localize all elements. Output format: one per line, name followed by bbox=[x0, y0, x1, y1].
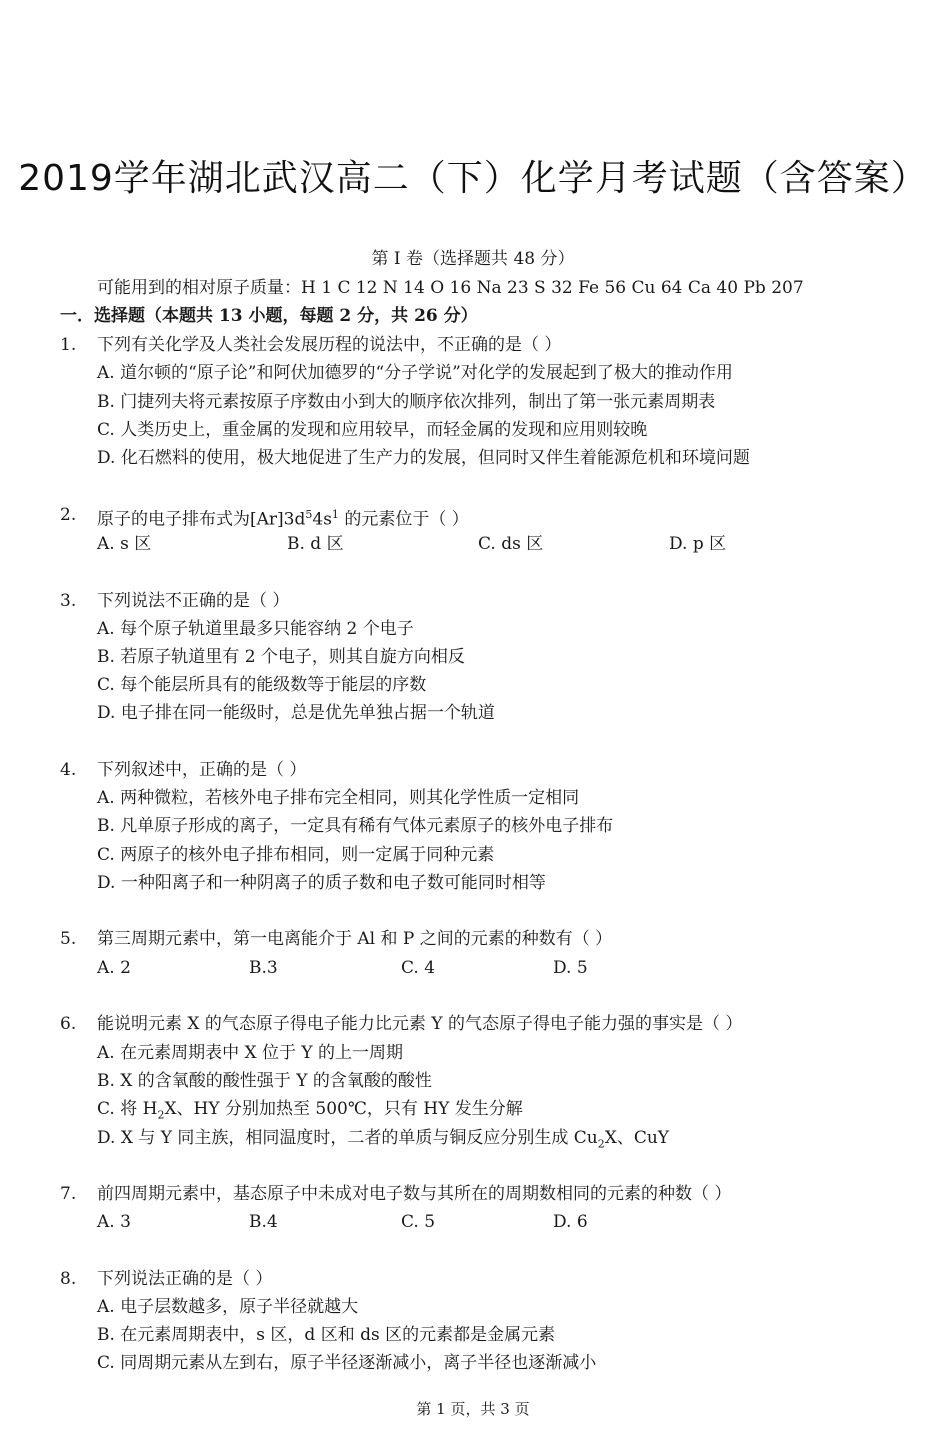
question-3-stem: 下列说法不正确的是（ ） bbox=[97, 591, 290, 611]
atomic-masses: 可能用到的相对原子质量：H 1 C 12 N 14 O 16 Na 23 S 32 Fe 56 Cu 64 Ca 40 Pb 207 bbox=[97, 278, 804, 298]
question-6-option-c bbox=[97, 1098, 523, 1126]
question-2-sup-2: 1 bbox=[331, 508, 339, 521]
question-2-option-d: D. p 区 bbox=[669, 534, 727, 554]
question-6-number: 6. bbox=[60, 1014, 77, 1034]
question-5-option-c: C. 4 bbox=[401, 958, 436, 978]
question-6-option-c-post: X、HY 分别加热至 500℃，只有 HY 发生分解 bbox=[164, 1099, 523, 1119]
question-1-option-c: C. 人类历史上，重金属的发现和应用较早，而轻金属的发现和应用则较晚 bbox=[97, 420, 648, 440]
question-4-option-c: C. 两原子的核外电子排布相同，则一定属于同种元素 bbox=[97, 845, 495, 865]
part-one-heading: 一．选择题（本题共 13 小题，每题 2 分，共 26 分） bbox=[60, 306, 478, 326]
question-3-option-d: D. 电子排在同一能级时，总是优先单独占据一个轨道 bbox=[97, 703, 495, 723]
question-4-stem: 下列叙述中，正确的是（ ） bbox=[97, 760, 307, 780]
question-7-stem: 前四周期元素中，基态原子中未成对电子数与其所在的周期数相同的元素的种数（ ） bbox=[97, 1184, 732, 1204]
question-5-option-b: B.3 bbox=[249, 958, 278, 978]
question-6-option-a: A. 在元素周期表中 X 位于 Y 的上一周期 bbox=[97, 1043, 404, 1063]
question-7-option-a: A. 3 bbox=[97, 1212, 131, 1232]
question-1-option-a: A. 道尔顿的“原子论”和阿伏加德罗的“分子学说”对化学的发展起到了极大的推动作用 bbox=[97, 363, 733, 383]
question-1-option-d: D. 化石燃料的使用，极大地促进了生产力的发展，但同时又伴生着能源危机和环境问题 bbox=[97, 448, 750, 468]
question-2-option-c: C. ds 区 bbox=[478, 534, 544, 554]
question-8-number: 8. bbox=[60, 1269, 77, 1289]
question-1-stem: 下列有关化学及人类社会发展历程的说法中，不正确的是（ ） bbox=[97, 335, 562, 355]
question-2-number: 2. bbox=[60, 505, 77, 525]
question-6-option-d-pre: D. X 与 Y 同主族，相同温度时，二者的单质与铜反应分别生成 Cu bbox=[97, 1128, 598, 1148]
question-3-number: 3. bbox=[60, 591, 77, 611]
question-5-number: 5. bbox=[60, 929, 77, 949]
question-6-option-c-pre: C. 将 H bbox=[97, 1099, 158, 1119]
question-3-option-c: C. 每个能层所具有的能级数等于能层的序数 bbox=[97, 675, 427, 695]
question-4-option-a: A. 两种微粒，若核外电子排布完全相同，则其化学性质一定相同 bbox=[97, 788, 580, 808]
question-4-option-d: D. 一种阳离子和一种阴离子的质子数和电子数可能同时相等 bbox=[97, 873, 546, 893]
question-6-option-d bbox=[97, 1127, 669, 1155]
question-7-option-b: B.4 bbox=[249, 1212, 278, 1232]
question-3-option-a: A. 每个原子轨道里最多只能容纳 2 个电子 bbox=[97, 619, 414, 639]
question-6-option-d-post: X、CuY bbox=[604, 1128, 670, 1148]
question-6-stem: 能说明元素 X 的气态原子得电子能力比元素 Y 的气态原子得电子能力强的事实是（ ） bbox=[97, 1014, 743, 1034]
question-8-option-a: A. 电子层数越多，原子半径就越大 bbox=[97, 1297, 359, 1317]
document-title: 2019学年湖北武汉高二（下）化学月考试题（含答案） bbox=[18, 158, 928, 199]
question-7-number: 7. bbox=[60, 1184, 77, 1204]
question-2-sup-1: 5 bbox=[305, 508, 313, 521]
question-7-option-c: C. 5 bbox=[401, 1212, 436, 1232]
question-5-option-a: A. 2 bbox=[97, 958, 131, 978]
question-2-option-a: A. s 区 bbox=[97, 534, 152, 554]
question-1-number: 1. bbox=[60, 335, 77, 355]
question-5-option-d: D. 5 bbox=[553, 958, 588, 978]
question-8-option-c: C. 同周期元素从左到右，原子半径逐渐减小，离子半径也逐渐减小 bbox=[97, 1353, 597, 1373]
page-footer: 第 1 页，共 3 页 bbox=[416, 1400, 530, 1418]
question-2-option-b: B. d 区 bbox=[287, 534, 344, 554]
question-2-stem-pre: 原子的电子排布式为[Ar]3d bbox=[97, 509, 306, 530]
question-2-stem bbox=[97, 504, 469, 531]
section-header: 第 I 卷（选择题共 48 分） bbox=[371, 249, 575, 269]
question-6-option-d-sub: 2 bbox=[597, 1137, 605, 1151]
question-8-stem: 下列说法正确的是（ ） bbox=[97, 1269, 273, 1289]
question-1-option-b: B. 门捷列夫将元素按原子序数由小到大的顺序依次排列，制出了第一张元素周期表 bbox=[97, 392, 716, 412]
question-6-option-b: B. X 的含氧酸的酸性强于 Y 的含氧酸的酸性 bbox=[97, 1071, 432, 1091]
question-7-option-d: D. 6 bbox=[553, 1212, 588, 1232]
question-6-option-c-sub: 2 bbox=[157, 1108, 165, 1122]
question-8-option-b: B. 在元素周期表中，s 区，d 区和 ds 区的元素都是金属元素 bbox=[97, 1325, 556, 1345]
question-4-option-b: B. 凡单原子形成的离子，一定具有稀有气体元素原子的核外电子排布 bbox=[97, 816, 614, 836]
question-4-number: 4. bbox=[60, 760, 77, 780]
question-2-stem-mid: 4s bbox=[312, 509, 332, 530]
question-5-stem: 第三周期元素中，第一电离能介于 Al 和 P 之间的元素的种数有（ ） bbox=[97, 929, 613, 949]
question-2-stem-post: 的元素位于（ ） bbox=[338, 509, 469, 530]
question-3-option-b: B. 若原子轨道里有 2 个电子，则其自旋方向相反 bbox=[97, 647, 465, 667]
